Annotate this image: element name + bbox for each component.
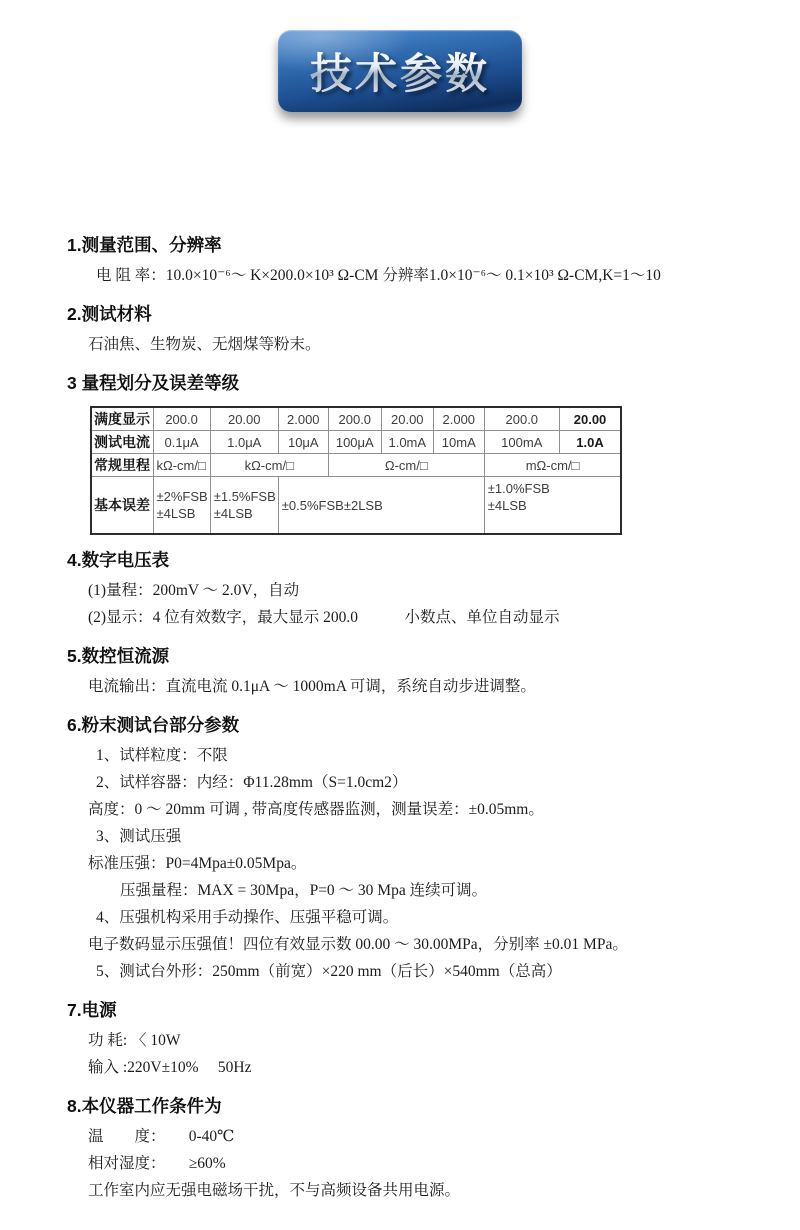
error-value-line: ±4LSB: [487, 498, 527, 513]
digital-pressure-display-line: 电子数码显示压强值！四位有效显示数 00.00 ～ 30.00MPa，分别率 ±0.01 MPa。: [88, 936, 628, 953]
section-5-heading: 5.数控恒流源: [67, 646, 170, 666]
section-8-heading: 8.本仪器工作条件为: [67, 1096, 222, 1116]
error-value-line: ±1.5%FSB: [213, 489, 276, 504]
section-7-heading: 7.电源: [67, 1000, 117, 1020]
error-value-line: ±4LSB: [156, 506, 196, 521]
row-label: 基本误差: [91, 477, 153, 535]
table-cell: kΩ-cm/□: [153, 454, 210, 477]
power-input-line: 输入 :220V±10% 50Hz: [88, 1059, 252, 1076]
table-cell: [153, 477, 210, 535]
range-units-row: [91, 454, 621, 477]
voltmeter-display-line: (2)显示：4 位有效数字，最大显示 200.0 小数点、单位自动显示: [88, 609, 560, 626]
table-cell: 1.0A: [559, 431, 621, 454]
row-label: 常规里程: [91, 454, 153, 477]
section-2-heading: 2.测试材料: [67, 304, 152, 324]
section-6-heading: 6.粉末测试台部分参数: [67, 715, 240, 735]
test-current-row: [91, 431, 621, 454]
banner-container: [0, 0, 800, 112]
range-error-table: [90, 406, 622, 535]
banner-title: 技术参数: [310, 41, 490, 101]
table-cell: 2.000: [433, 407, 484, 431]
table-cell: Ω-cm/□: [328, 454, 484, 477]
table-cell: 200.0: [484, 407, 559, 431]
resistivity-range-line: 电 阻 率：10.0×10⁻⁶～ K×200.0×10³ Ω-CM 分辨率1.0×10⁻⁶～ 0.1×10³ Ω-CM,K=1～10: [96, 267, 661, 284]
height-range-line: 高度：0 ～ 20mm 可调 , 带高度传感器监测，测量误差：±0.05mm。: [88, 801, 544, 818]
error-value-line: ±1.0%FSB: [487, 481, 550, 496]
error-value-line: ±4LSB: [213, 506, 253, 521]
bench-dimensions-line: 5、测试台外形：250mm（前宽）×220 mm（后长）×540mm（总高）: [96, 963, 562, 980]
current-output-line: 电流输出：直流电流 0.1μA ～ 1000mA 可调，系统自动步进调整。: [88, 678, 536, 695]
emi-note-line: 工作室内应无强电磁场干扰，不与高频设备共用电源。: [88, 1182, 461, 1199]
table-cell: mΩ-cm/□: [484, 454, 621, 477]
pressure-mechanism-line: 4、压强机构采用手动操作、压强平稳可调。: [96, 909, 399, 926]
table-cell: kΩ-cm/□: [210, 454, 328, 477]
table-cell: 1.0mA: [381, 431, 433, 454]
standard-pressure-line: 标准压强：P0=4Mpa±0.05Mpa。: [88, 855, 307, 872]
table-cell: 2.000: [278, 407, 328, 431]
pressure-range-line: 压强量程：MAX = 30Mpa，P=0 ～ 30 Mpa 连续可调。: [120, 882, 488, 899]
row-label: 满度显示: [91, 407, 153, 431]
section-1-heading: 1.测量范围、分辨率: [67, 235, 222, 255]
basic-error-row: [91, 477, 621, 535]
test-materials-line: 石油焦、生物炭、无烟煤等粉末。: [88, 336, 321, 353]
table-cell: 10μA: [278, 431, 328, 454]
full-scale-row: [91, 407, 621, 431]
table-cell: 20.00: [559, 407, 621, 431]
test-pressure-line: 3、测试压强: [96, 828, 182, 845]
table-cell: 100mA: [484, 431, 559, 454]
table-cell: 20.00: [381, 407, 433, 431]
table-cell: 20.00: [210, 407, 278, 431]
sample-container-line: 2、试样容器：内经：Φ11.28mm（S=1.0cm2）: [96, 774, 408, 791]
section-4-heading: 4.数字电压表: [67, 550, 170, 570]
table-cell: 200.0: [153, 407, 210, 431]
table-cell: 100μA: [328, 431, 381, 454]
row-label: 测试电流: [91, 431, 153, 454]
error-value-line: ±2%FSB: [156, 489, 208, 504]
table-cell: 0.1μA: [153, 431, 210, 454]
humidity-line: 相对湿度： ≥60%: [88, 1155, 226, 1172]
table-cell: [484, 477, 621, 535]
table-cell: 200.0: [328, 407, 381, 431]
power-consumption-line: 功 耗: 〈 10W: [88, 1032, 181, 1049]
tech-params-banner: [278, 30, 522, 112]
temperature-line: 温 度： 0-40℃: [88, 1128, 235, 1145]
table-cell: 10mA: [433, 431, 484, 454]
section-3-heading: 3 量程划分及误差等级: [67, 373, 240, 393]
table-cell: [210, 477, 278, 535]
table-cell: 1.0μA: [210, 431, 278, 454]
table-cell: ±0.5%FSB±2LSB: [278, 477, 484, 535]
document-body: [0, 230, 800, 1204]
sample-granularity-line: 1、试样粒度：不限: [96, 747, 228, 764]
voltmeter-range-line: (1)量程：200mV ～ 2.0V，自动: [88, 582, 300, 599]
